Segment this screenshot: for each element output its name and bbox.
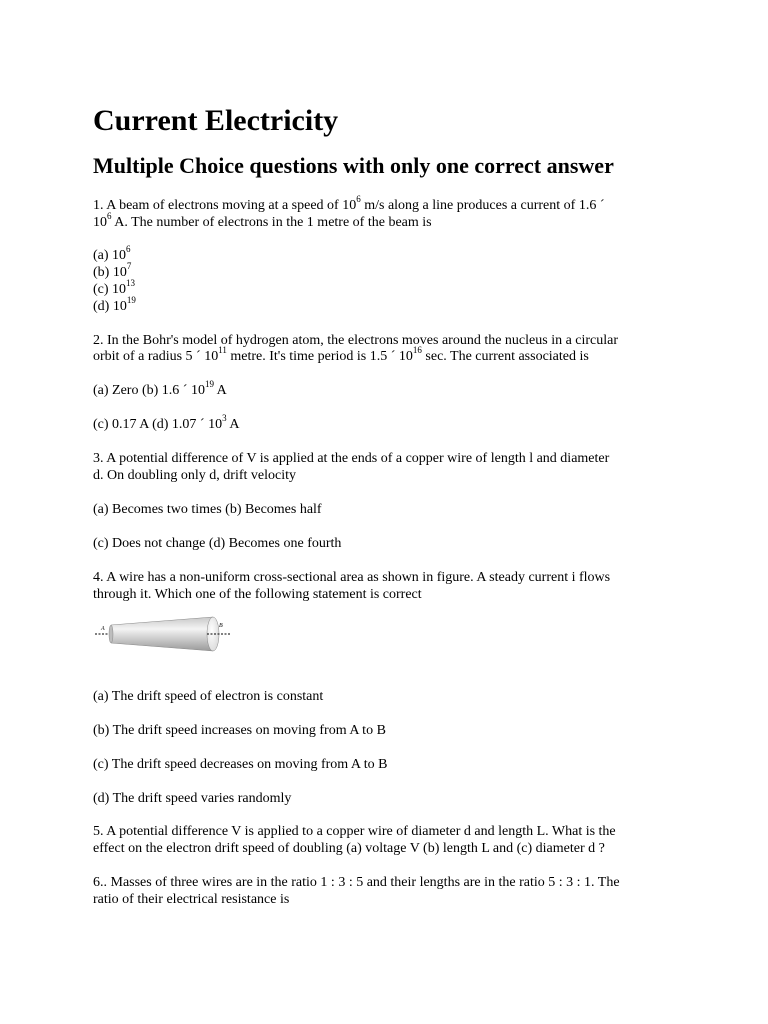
section-heading: Multiple Choice questions with only one correct answer xyxy=(93,153,614,178)
q6-line-1: 6.. Masses of three wires are in the ratio 1 : 3 : 5 and their lengths are in the ratio 5 : 3 : 1. The xyxy=(93,875,620,890)
q3-line-2: d. On doubling only d, drift velocity xyxy=(93,468,296,483)
page-title: Current Electricity xyxy=(93,104,339,137)
q1-line-1: 1. A beam of electrons moving at a speed of $10^6$ m/s along a line produces a current of 1.6 ´ xyxy=(93,194,605,213)
q4-option-c: (c) The drift speed decreases on moving from A to B xyxy=(93,757,388,772)
q4-option-a: (a) The drift speed of electron is constant xyxy=(93,689,324,704)
q2-line-1: 2. In the Bohr's model of hydrogen atom, the electrons moves around the nucleus in a circular xyxy=(93,333,619,348)
q4-option-d: (d) The drift speed varies randomly xyxy=(93,791,292,806)
q2-line-2: orbit of a radius 5 ´ $10^{11}$ metre. It's time period is 1.5 ´ $10^{16}$ sec. The current associated is xyxy=(93,345,589,364)
q1-option-b: (b) $10^7$ xyxy=(93,261,132,280)
q5-line-1: 5. A potential difference V is applied to a copper wire of diameter d and length L. What is the xyxy=(93,824,616,839)
figure-label-a: A xyxy=(101,626,105,632)
q5-line-2: effect on the electron drift speed of doubling (a) voltage V (b) length L and (c) diameter d ? xyxy=(93,841,605,856)
q4-line-2: through it. Which one of the following statement is correct xyxy=(93,587,422,602)
q2-options-cd: (c) 0.17 A (d) 1.07 ´ $10^3$ A xyxy=(93,413,240,432)
tapered-wire-figure xyxy=(93,615,238,655)
q3-options-ab: (a) Becomes two times (b) Becomes half xyxy=(93,502,322,517)
q4-line-1: 4. A wire has a non-uniform cross-sectional area as shown in figure. A steady current i flows xyxy=(93,570,611,585)
q1-option-c: (c) $10^{13}$ xyxy=(93,278,136,297)
q3-line-1: 3. A potential difference of V is applied at the ends of a copper wire of length l and diameter xyxy=(93,451,610,466)
q1-option-d: (d) $10^{19}$ xyxy=(93,295,136,314)
q2-options-ab: (a) Zero (b) 1.6 ´ $10^{19}$ A xyxy=(93,379,227,398)
q6-line-2: ratio of their electrical resistance is xyxy=(93,892,290,907)
figure-label-b: B xyxy=(219,623,223,629)
q3-options-cd: (c) Does not change (d) Becomes one fourth xyxy=(93,536,342,551)
q4-option-b: (b) The drift speed increases on moving from A to B xyxy=(93,723,386,738)
q1-option-a: (a) $10^6$ xyxy=(93,244,131,263)
q1-line-2: $10^6$ A. The number of electrons in the 1 metre of the beam is xyxy=(93,211,432,230)
wire-body xyxy=(111,617,213,651)
